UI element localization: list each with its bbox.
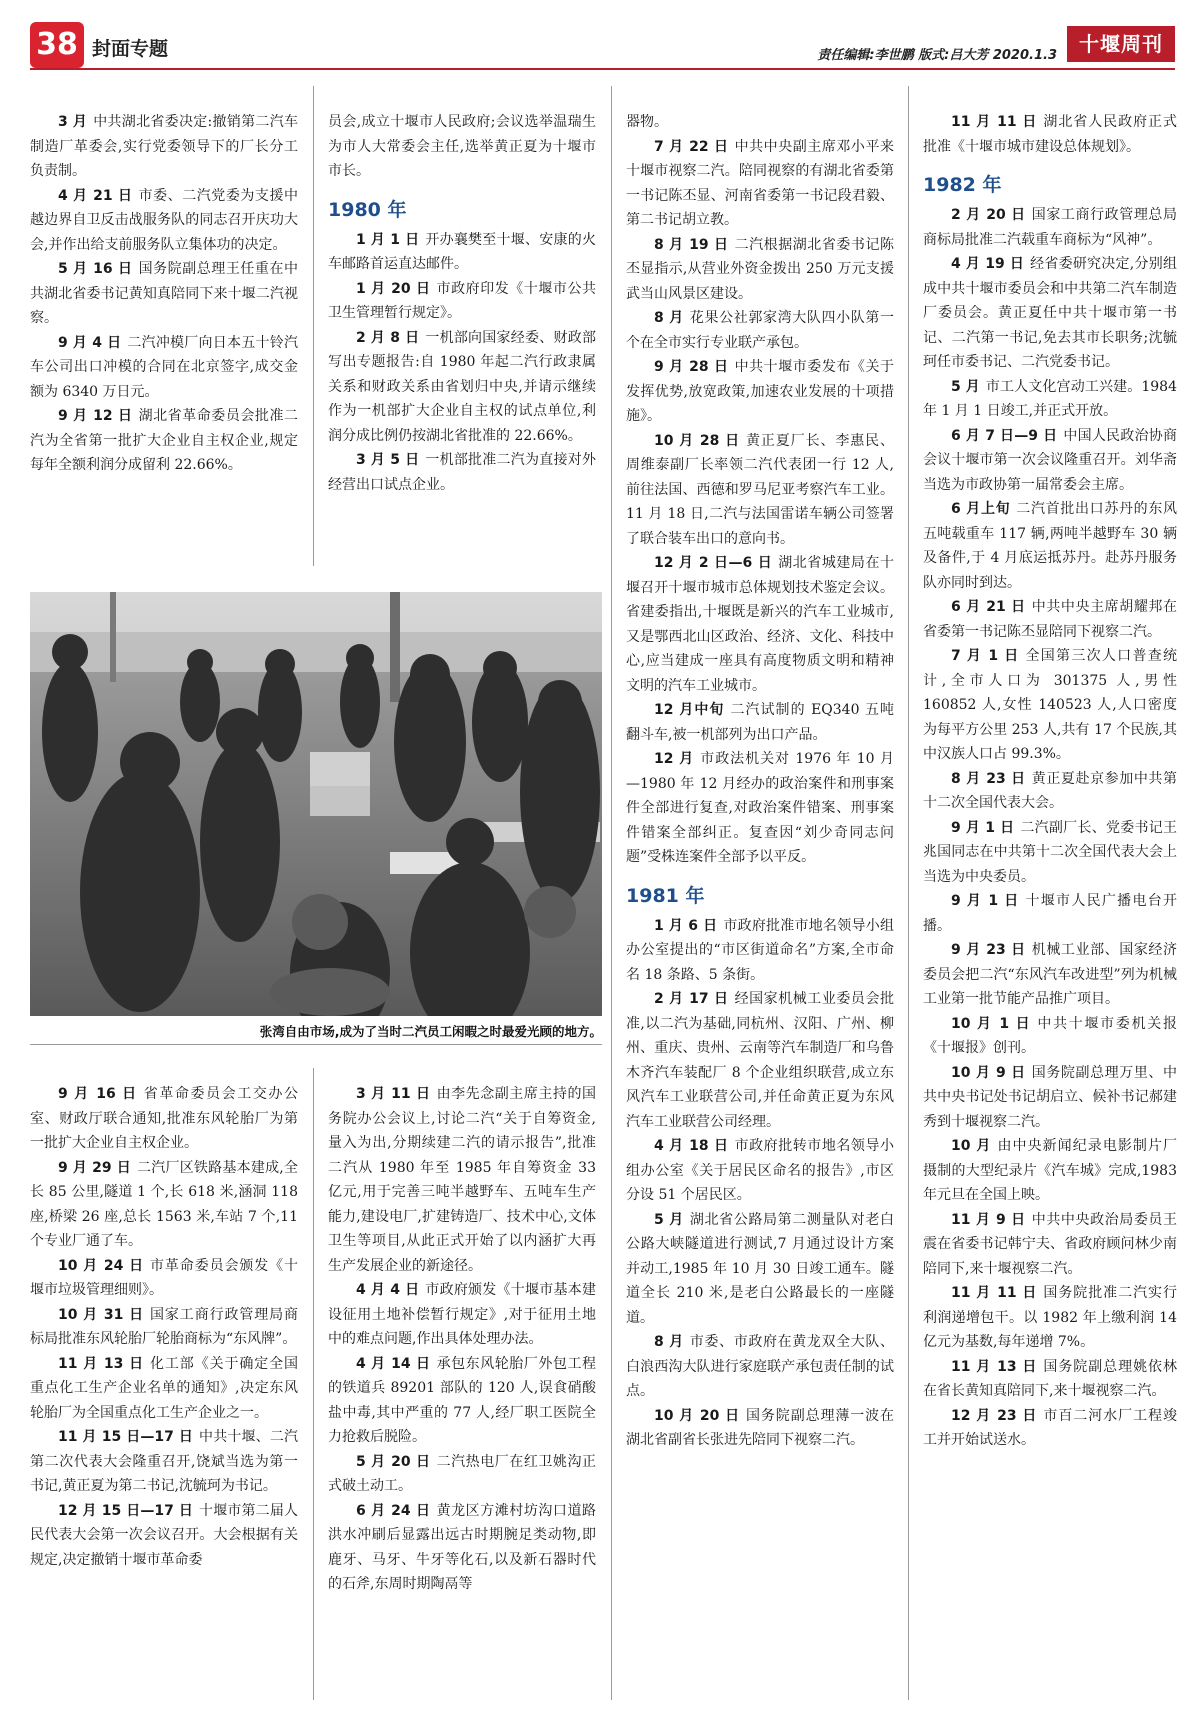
entry-text: 经国家机械工业委员会批准,以二汽为基础,同杭州、汉阳、广州、柳州、重庆、贵州、云南等汽车制造厂和乌鲁木齐汽车装配厂 8 个企业组织联营,成立东风汽车工业联营公司,并任命黄正夏为东风汽车工业联营公司经理。: [626, 991, 894, 1130]
entry-date: 9 月 1 日: [951, 819, 1015, 836]
chronicle-entry: [626, 1404, 894, 1453]
entry-date: 6 月上旬: [951, 501, 1011, 517]
entry-text: 中国人民政治协商会议十堰市第一次会议隆重召开。刘华斋当选为市政协第一届常委会主席。: [923, 427, 1177, 493]
entry-text: 市委、市政府在黄龙双全大队、白浪西沟大队进行家庭联产承包责任制的试点。: [626, 1334, 894, 1399]
entry-text: 市百二河水厂工程竣工并开始试送水。: [923, 1407, 1177, 1448]
chronicle-entry: [923, 767, 1177, 816]
chronicle-entry: [30, 1425, 298, 1499]
entry-date: 2 月 17 日: [654, 991, 729, 1007]
chronicle-entry: [30, 1303, 298, 1352]
chronicle-entry: [923, 110, 1177, 159]
entry-date: 9 月 23 日: [951, 942, 1026, 958]
entry-text: 国务院批准二汽实行利润递增包干。以 1982 年上缴利润 14 亿元为基数,每年递增 7%。: [923, 1285, 1177, 1350]
entry-text: 化工部《关于确定全国重点化工生产企业名单的通知》,决定东风轮胎厂为全国重点化工生产企业之一。: [30, 1355, 299, 1421]
entry-text: 国务院副总理王任重在中共湖北省委书记黄知真陪同下来十堰二汽视察。: [30, 261, 298, 326]
section-title: 封面专题: [92, 38, 169, 60]
entry-date: 10 月 24 日: [58, 1257, 145, 1274]
entry-text: 经省委研究决定,分别组成中共十堰市委员会和中共第二汽车制造厂委员会。黄正夏任中共十堰市第一书记、二汽第一书记,免去其市长职务;沈毓珂任市委书记、二汽党委书记。: [923, 256, 1177, 370]
chronicle-entry: [923, 1355, 1177, 1404]
chronicle-entry: [328, 1352, 596, 1450]
chronicle-entry: [626, 1330, 894, 1404]
entry-text: 中共中央主席胡耀邦在省委第一书记陈丕显陪同下视察二汽。: [923, 599, 1177, 640]
entry-date: 4 月 14 日: [356, 1355, 431, 1372]
entry-date: 5 月: [654, 1211, 684, 1228]
entry-date: 7 月 1 日: [951, 648, 1020, 664]
year-heading: 1982 年: [923, 174, 1002, 196]
entry-text: 由李先念副主席主持的国务院办公会议上,讨论二汽“关于自筹资金,量入为出,分期续建二汽的请示报告”,批准二汽从 1980 年至 1985 年自筹资金 33 亿元,用于完善三吨半越野车、五吨车生产能力,建设电厂,扩建铸造厂、技术中心,文体卫生等项目,从此正式开始了以内涵扩大再生产发展企业的新途径。: [328, 1086, 596, 1274]
chronicle-entry: [328, 326, 596, 449]
entry-date: 11 月 11 日: [951, 1285, 1038, 1301]
entry-text: 市政府颁发《十堰市基本建设征用土地补偿暂行规定》,对于征用土地中的难点问题,作出具体处理办法。: [328, 1282, 597, 1347]
photo-caption: 张湾自由市场,成为了当时二汽员工闲暇之时最爱光顾的地方。: [259, 1024, 602, 1039]
chronicle-entry: [923, 375, 1177, 424]
entry-text: 中共十堰、二汽第二次代表大会隆重召开,饶斌当选为第一书记,黄正夏为第二书记,沈毓珂为书记。: [30, 1429, 298, 1494]
column-2-top: [328, 110, 596, 497]
column-4: [923, 110, 1177, 1453]
header-rule: [30, 68, 1175, 70]
chronicle-entry: [923, 1012, 1177, 1061]
photo-rule: [30, 1044, 602, 1045]
entry-date: 9 月 28 日: [654, 359, 729, 375]
chronicle-entry: [626, 355, 894, 429]
entry-text: 十堰市第二届人民代表大会第一次会议召开。大会根据有关规定,决定撤销十堰市革命委: [30, 1502, 298, 1568]
chronicle-entry: [30, 404, 298, 478]
entry-text: 湖北省公路局第二测量队对老白公路大峡隧道进行测试,7 月通过设计方案并动工,1985 年 10 月 30 日竣工通车。隧道全长 210 米,是老白公路最长的一座隧道。: [626, 1211, 894, 1326]
entry-text: 市政府批转市地名领导小组办公室《关于居民区命名的报告》,市区分设 51 个居民区。: [626, 1138, 894, 1203]
chronicle-entry: [626, 551, 894, 698]
entry-date: 10 月 28 日: [654, 432, 741, 449]
entry-text: 花果公社郭家湾大队四小队第一个在全市实行专业联产承包。: [626, 310, 894, 351]
chronicle-entry: [626, 135, 894, 233]
entry-text: 中共中央副主席邓小平来十堰市视察二汽。陪同视察的有湖北省委第一书记陈丕显、河南省委第一书记段君毅、第二书记胡立教。: [626, 138, 894, 228]
chronicle-entry: [626, 1134, 894, 1208]
column-3: [626, 110, 894, 1453]
entry-text: 湖北省城建局在十堰召开十堰市城市总体规划技术鉴定会议。省建委指出,十堰既是新兴的汽车工业城市,又是鄂西北山区政治、经济、文化、科技中心,应当建成一座具有高度物质文明和精神文明的汽车工业城市。: [626, 555, 894, 694]
chronicle-entry: [923, 938, 1177, 1012]
page-number: 38: [30, 22, 84, 68]
entry-date: 3 月 5 日: [356, 452, 420, 468]
entry-date: 4 月 4 日: [356, 1282, 420, 1298]
entry-text: 承包东风轮胎厂外包工程的铁道兵 89201 部队的 120 人,误食硝酸盐中毒,其中严重的 77 人,经厂职工医院全力抢救后脱险。: [328, 1355, 596, 1445]
chronicle-entry: [30, 1254, 298, 1303]
entry-text: 二汽首批出口苏丹的东风五吨载重车 117 辆,两吨半越野车 30 辆及备件,于 4 月底运抵苏丹。赴苏丹服务队亦同时到达。: [923, 501, 1177, 591]
entry-text: 二汽试制的 EQ340 五吨翻斗车,被一机部列为出口产品。: [626, 702, 894, 743]
market-crowd-image: [30, 592, 602, 1016]
entry-date: 12 月中旬: [654, 702, 725, 718]
entry-text: 黄正夏厂长、李惠民、周维泰副厂长率领二汽代表团一行 12 人,前往法国、西德和罗马尼亚考察汽车工业。11 月 18 日,二汽与法国雷诺车辆公司签署了联合装车出口的意向书。: [626, 432, 895, 547]
entry-text: 机械工业部、国家经济委员会把二汽“东风汽车改进型”列为机械工业第一批节能产品推广项目。: [923, 942, 1177, 1007]
entry-date: 8 月: [654, 1334, 684, 1350]
entry-text: 市工人文化宫动工兴建。1984 年 1 月 1 日竣工,并正式开放。: [923, 378, 1177, 419]
entry-date: 4 月 21 日: [58, 187, 133, 204]
entry-date: 6 月 7 日—9 日: [951, 427, 1058, 444]
entry-text: 开办襄樊至十堰、安康的火车邮路首运直达邮件。: [328, 231, 597, 272]
entry-date: 9 月 4 日: [58, 334, 122, 351]
entry-text: 国务院副总理姚依林在省长黄知真陪同下,来十堰视察二汽。: [923, 1358, 1177, 1399]
entry-text: 一机部批准二汽为直接对外经营出口试点企业。: [328, 452, 597, 493]
entry-date: 5 月 16 日: [58, 261, 133, 277]
chronicle-entry: [923, 644, 1177, 767]
chronicle-entry: [626, 306, 894, 355]
entry-date: 11 月 9 日: [951, 1211, 1026, 1228]
chronicle-entry: [923, 889, 1177, 938]
entry-text: 国务院副总理薄一波在湖北省副省长张进先陪同下视察二汽。: [626, 1407, 895, 1448]
entry-text: 中共十堰市委机关报《十堰报》创刊。: [923, 1015, 1177, 1056]
entry-text: 黄正夏赴京参加中共第十二次全国代表大会。: [923, 770, 1177, 811]
entry-text: 中共湖北省委决定:撤销第二汽车制造厂革委会,实行党委领导下的厂长分工负责制。: [30, 114, 298, 179]
entry-date: 12 月 15 日—17 日: [58, 1502, 194, 1519]
entry-text: 市革命委员会颁发《十堰市垃圾管理细则》。: [30, 1257, 299, 1298]
column-divider: [908, 86, 909, 1700]
year-heading: 1981 年: [626, 884, 705, 907]
chronicle-entry: [328, 1450, 596, 1499]
chronicle-entry: [626, 1208, 894, 1331]
entry-date: 10 月 20 日: [654, 1407, 741, 1424]
column-divider: [313, 1068, 314, 1700]
column-1-bottom: [30, 1082, 298, 1572]
entry-date: 11 月 13 日: [58, 1355, 145, 1372]
chronicle-entry: [923, 1281, 1177, 1355]
entry-text: 二汽厂区铁路基本建成,全长 85 公里,隧道 1 个,长 618 米,涵洞 118 座,桥梁 26 座,总长 1563 米,车站 7 个,11 个专业厂通了车。: [30, 1159, 298, 1249]
entry-date: 5 月 20 日: [356, 1453, 431, 1470]
column-divider: [611, 86, 612, 1700]
entry-text: 全国第三次人口普查统计,全市人口为 301375 人,男性 160852 人,女性 140523 人,人口密度为每平方公里 253 人,共有 17 个民族,其中汉族人口占 99.3%。: [923, 648, 1178, 762]
entry-date: 3 月 11 日: [356, 1086, 431, 1102]
chronicle-entry: [30, 1352, 298, 1426]
chronicle-entry: [30, 331, 298, 405]
chronicle-entry: [626, 914, 894, 988]
entry-date: 7 月 22 日: [654, 138, 729, 155]
entry-date: 10 月 1 日: [951, 1015, 1032, 1032]
chronicle-entry: [30, 1499, 298, 1573]
entry-date: 12 月 23 日: [951, 1407, 1038, 1424]
entry-date: 11 月 13 日: [951, 1358, 1038, 1375]
chronicle-entry: [923, 1404, 1177, 1453]
entry-text: 二汽根据湖北省委书记陈丕显指示,从营业外资金拨出 250 万元支援武当山风景区建设。: [626, 236, 894, 302]
entry-text: 中共十堰市委发布《关于发挥优势,放宽政策,加速农业发展的十项措施》。: [626, 359, 894, 424]
column-2-bottom: [328, 1082, 596, 1597]
entry-text: 员会,成立十堰市人民政府;会议选举温瑞生为市人大常委会主任,选举黄正夏为十堰市市长。: [328, 114, 596, 179]
entry-date: 3 月: [58, 114, 88, 130]
entry-text: 市政府批准市地名领导小组办公室提出的“市区街道命名”方案,全市命名 18 条路、5 条街。: [626, 917, 895, 983]
entry-text: 国务院副总理万里、中共中央书记处书记胡启立、候补书记郝建秀到十堰视察二汽。: [923, 1064, 1177, 1130]
chronicle-entry: [923, 1208, 1177, 1282]
entry-text: 一机部向国家经委、财政部写出专题报告:自 1980 年起二汽行政隶属关系和财政关系由省划归中央,并请示继续作为一机部扩大企业自主权的试点单位,利润分成比例仍按湖北省批准的 22.66%。: [328, 329, 597, 444]
entry-date: 2 月 20 日: [951, 207, 1026, 223]
chronicle-entry: [923, 816, 1177, 890]
chronicle-entry: [923, 424, 1177, 498]
chronicle-entry: [923, 497, 1177, 595]
chronicle-entry: [30, 110, 298, 184]
market-photo: [30, 592, 602, 1016]
entry-text: 器物。: [626, 114, 668, 130]
chronicle-entry: [923, 252, 1177, 375]
entry-text: 二汽热电厂在红卫姚沟正式破土动工。: [328, 1453, 596, 1494]
entry-text: 湖北省革命委员会批准二汽为全省第一批扩大企业自主权企业,规定每年全额利润分成留利 22.66%。: [30, 408, 298, 473]
chronicle-entry: [30, 257, 298, 331]
chronicle-entry: [328, 277, 596, 326]
year-heading: 1980 年: [328, 198, 407, 221]
entry-date: 9 月 16 日: [58, 1086, 138, 1102]
entry-text: 市委、二汽党委为支援中越边界自卫反击战服务队的同志召开庆功大会,并作出给支前服务队立集体功的决定。: [30, 187, 298, 253]
entry-date: 12 月: [654, 751, 695, 767]
entry-date: 4 月 18 日: [654, 1138, 729, 1154]
entry-date: 10 月 31 日: [58, 1306, 145, 1323]
entry-text: 二汽副厂长、党委书记王兆国同志在中共第十二次全国代表大会上当选为中央委员。: [923, 819, 1177, 885]
chronicle-entry: [30, 184, 298, 258]
entry-text: 由中央新闻纪录电影制片厂摄制的大型纪录片《汽车城》完成,1983 年元旦在全国上映。: [923, 1138, 1178, 1203]
entry-text: 国家工商行政管理局商标局批准东风轮胎厂轮胎商标为“东风牌”。: [30, 1306, 299, 1347]
chronicle-entry: [328, 1082, 596, 1278]
entry-text: 中共中央政治局委员王震在省委书记韩宁夫、省政府顾问林少南陪同下,来十堰视察二汽。: [923, 1211, 1177, 1277]
entry-date: 4 月 19 日: [951, 256, 1025, 272]
chronicle-entry: [923, 1061, 1177, 1135]
chronicle-entry: [626, 987, 894, 1134]
chronicle-entry: [626, 110, 894, 135]
entry-text: 省革命委员会工交办公室、财政厅联合通知,批准东风轮胎厂为第一批扩大企业自主权企业。: [30, 1086, 298, 1151]
chronicle-entry: [923, 1134, 1177, 1208]
page-header: [30, 22, 1175, 70]
chronicle-entry: [328, 228, 596, 277]
entry-date: 10 月: [951, 1138, 992, 1154]
chronicle-entry: [328, 448, 596, 497]
entry-text: 湖北省人民政府正式批准《十堰市城市建设总体规划》。: [923, 114, 1177, 155]
chronicle-entry: [30, 1082, 298, 1156]
entry-date: 8 月 19 日: [654, 236, 729, 253]
entry-date: 1 月 20 日: [356, 280, 431, 297]
entry-date: 8 月 23 日: [951, 770, 1026, 787]
entry-date: 11 月 15 日—17 日: [58, 1429, 194, 1445]
entry-date: 6 月 21 日: [951, 599, 1026, 615]
entry-date: 8 月: [654, 310, 684, 326]
entry-date: 9 月 12 日: [58, 408, 133, 424]
entry-date: 1 月 1 日: [356, 231, 420, 248]
editor-credits: 责任编辑:李世鹏 版式:吕大芳 2020.1.3: [817, 48, 1057, 63]
entry-date: 6 月 24 日: [356, 1502, 431, 1519]
entry-date: 5 月: [951, 378, 980, 395]
chronicle-entry: [30, 1156, 298, 1254]
entry-text: 黄龙区方滩村坊沟口道路洪水冲刷后显露出远古时期腕足类动物,即鹿牙、马牙、牛牙等化石,以及新石器时代的石斧,东周时期陶鬲等: [328, 1502, 596, 1592]
entry-date: 12 月 2 日—6 日: [654, 555, 773, 571]
chronicle-entry: [328, 1499, 596, 1597]
entry-date: 9 月 29 日: [58, 1159, 131, 1176]
entry-text: 国家工商行政管理总局商标局批准二汽载重车商标为“风神”。: [923, 207, 1177, 248]
entry-date: 2 月 8 日: [356, 329, 420, 346]
column-divider: [313, 86, 314, 566]
chronicle-entry: [328, 1278, 596, 1352]
entry-date: 9 月 1 日: [951, 893, 1020, 909]
entry-text: 十堰市人民广播电台开播。: [923, 893, 1178, 934]
chronicle-entry: [626, 233, 894, 307]
chronicle-entry: [923, 595, 1177, 644]
chronicle-entry: [328, 110, 596, 184]
entry-text: 市政法机关对 1976 年 10 月—1980 年 12 月经办的政治案件和刑事案件全部进行复查,对政治案件错案、刑事案件错案全部纠正。复查因“刘少奇同志问题”受株连案件全部予以平反。: [626, 751, 894, 865]
chronicle-entry: [626, 747, 894, 870]
entry-date: 1 月 6 日: [654, 917, 718, 934]
chronicle-entry: [626, 698, 894, 747]
chronicle-entry: [626, 429, 894, 552]
publication-logo: 十堰周刊: [1067, 26, 1175, 62]
chronicle-entry: [923, 203, 1177, 252]
entry-text: 市政府印发《十堰市公共卫生管理暂行规定》。: [328, 280, 596, 321]
entry-date: 11 月 11 日: [951, 114, 1038, 130]
entry-text: 二汽冲模厂向日本五十铃汽车公司出口冲模的合同在北京签字,成交金额为 6340 万日元。: [30, 334, 299, 400]
entry-date: 10 月 9 日: [951, 1064, 1026, 1081]
column-1-top: [30, 110, 298, 478]
